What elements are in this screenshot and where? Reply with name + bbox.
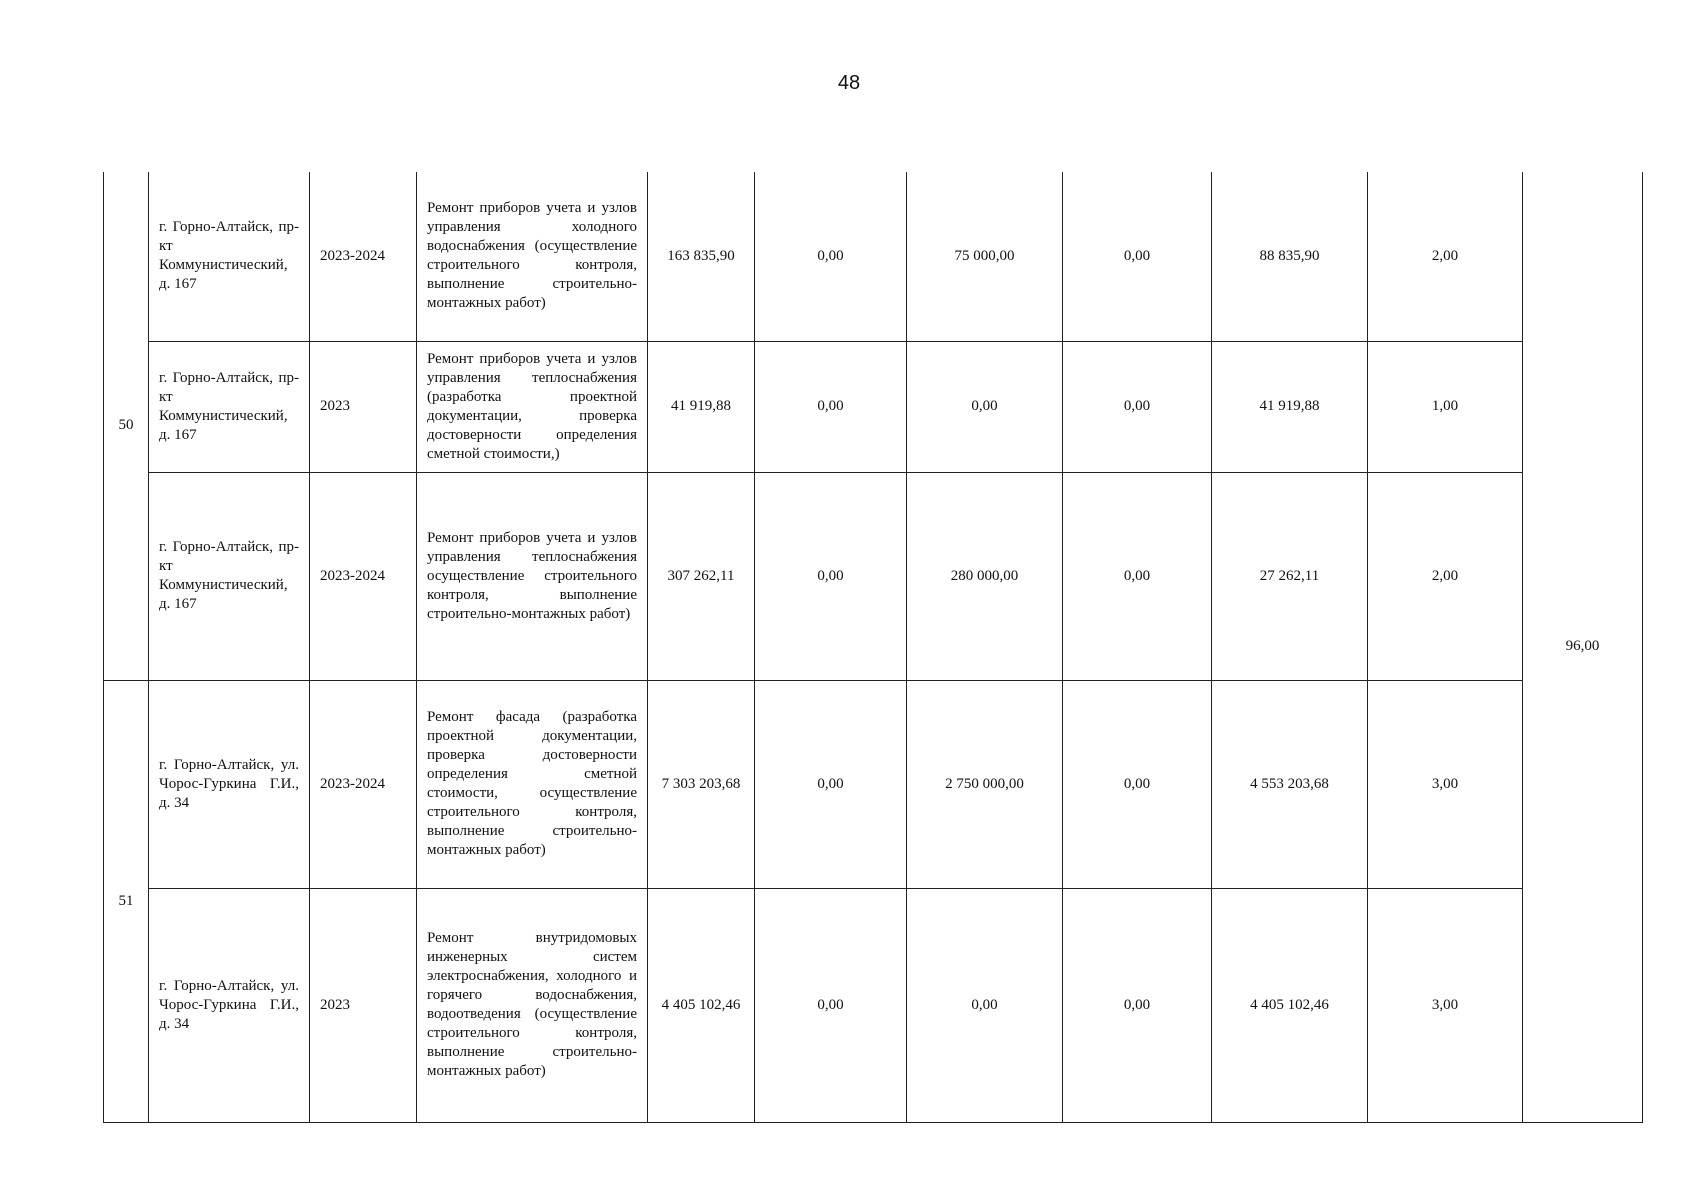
value-cell: 4 405 102,46 xyxy=(1212,888,1368,1122)
total-cost-cell: 307 262,11 xyxy=(648,472,755,680)
years-cell: 2023-2024 xyxy=(310,172,417,341)
value-cell: 0,00 xyxy=(1063,341,1212,472)
work-description-cell: Ремонт приборов учета и узлов управления теплоснабжения осуществление строительного контроля, выполнение строительно-монтажных работ) xyxy=(417,472,648,680)
table-row xyxy=(104,172,1643,341)
address-cell: г. Горно-Алтайск, пр-кт Коммунистический, д. 167 xyxy=(149,472,310,680)
work-description-cell: Ремонт внутридомовых инженерных систем электроснабжения, холодного и горячего водоснабжения, водоотведения (осуществление строительного контроля, выполнение строительно-монтажных работ) xyxy=(417,888,648,1122)
value-cell: 0,00 xyxy=(907,888,1063,1122)
total-cost-cell: 7 303 203,68 xyxy=(648,680,755,888)
total-cost-cell: 41 919,88 xyxy=(648,341,755,472)
page-number: 48 xyxy=(837,72,861,94)
value-cell: 0,00 xyxy=(755,472,907,680)
work-description-cell: Ремонт приборов учета и узлов управления теплоснабжения (разработка проектной документации, проверка достоверности определения сметной стоимости,) xyxy=(417,341,648,472)
value-cell: 0,00 xyxy=(1063,172,1212,341)
value-cell: 1,00 xyxy=(1368,341,1523,472)
value-cell: 0,00 xyxy=(1063,888,1212,1122)
value-cell: 280 000,00 xyxy=(907,472,1063,680)
address-cell: г. Горно-Алтайск, ул. Чорос-Гуркина Г.И., д. 34 xyxy=(149,680,310,888)
table-row xyxy=(104,680,1643,888)
work-description-cell: Ремонт фасада (разработка проектной документации, проверка достоверности определения сметной стоимости, осуществление строительного контроля, выполнение строительно-монтажных работ) xyxy=(417,680,648,888)
years-cell: 2023 xyxy=(310,341,417,472)
value-cell: 3,00 xyxy=(1368,680,1523,888)
value-cell: 3,00 xyxy=(1368,888,1523,1122)
total-cost-cell: 4 405 102,46 xyxy=(648,888,755,1122)
years-cell: 2023-2024 xyxy=(310,680,417,888)
value-cell: 0,00 xyxy=(755,341,907,472)
value-cell: 88 835,90 xyxy=(1212,172,1368,341)
table-row xyxy=(104,472,1643,680)
value-cell: 0,00 xyxy=(1063,680,1212,888)
address-cell: г. Горно-Алтайск, ул. Чорос-Гуркина Г.И., д. 34 xyxy=(149,888,310,1122)
years-cell: 2023-2024 xyxy=(310,472,417,680)
value-cell: 0,00 xyxy=(907,341,1063,472)
value-cell: 41 919,88 xyxy=(1212,341,1368,472)
value-cell: 75 000,00 xyxy=(907,172,1063,341)
value-cell: 2,00 xyxy=(1368,472,1523,680)
work-description-cell: Ремонт приборов учета и узлов управления холодного водоснабжения (осуществление строительного контроля, выполнение строительно-монтажных работ) xyxy=(417,172,648,341)
value-cell: 27 262,11 xyxy=(1212,472,1368,680)
value-cell: 0,00 xyxy=(755,172,907,341)
total-cost-cell: 163 835,90 xyxy=(648,172,755,341)
row-number: 51 xyxy=(104,680,149,1122)
last-column-cell: 96,00 xyxy=(1523,172,1643,1122)
value-cell: 0,00 xyxy=(1063,472,1212,680)
value-cell: 2,00 xyxy=(1368,172,1523,341)
value-cell: 0,00 xyxy=(755,888,907,1122)
works-table xyxy=(103,172,1643,1123)
row-number: 50 xyxy=(104,172,149,680)
value-cell: 4 553 203,68 xyxy=(1212,680,1368,888)
table-row xyxy=(104,341,1643,472)
address-cell: г. Горно-Алтайск, пр-кт Коммунистический, д. 167 xyxy=(149,172,310,341)
value-cell: 2 750 000,00 xyxy=(907,680,1063,888)
years-cell: 2023 xyxy=(310,888,417,1122)
address-cell: г. Горно-Алтайск, пр-кт Коммунистический, д. 167 xyxy=(149,341,310,472)
value-cell: 0,00 xyxy=(755,680,907,888)
table-row xyxy=(104,888,1643,1122)
